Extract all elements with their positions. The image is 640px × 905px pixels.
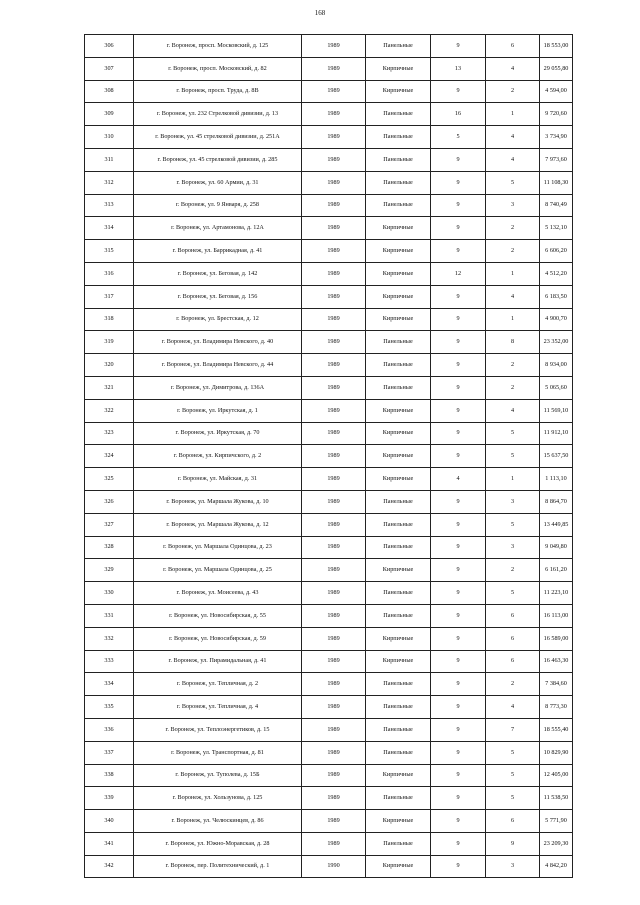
floors-cell: 9 <box>431 513 486 536</box>
wall-material-cell: Панельные <box>366 513 431 536</box>
entrances-cell: 6 <box>486 650 540 673</box>
floors-cell: 9 <box>431 354 486 377</box>
area-cell: 16 113,00 <box>540 604 573 627</box>
table-row <box>85 445 573 468</box>
area-cell: 11 538,50 <box>540 787 573 810</box>
year-cell: 1989 <box>302 673 366 696</box>
address-cell: г. Воронеж, ул. Брестская, д. 12 <box>134 308 302 331</box>
wall-material-cell: Панельные <box>366 490 431 513</box>
year-cell: 1989 <box>302 468 366 491</box>
year-cell: 1989 <box>302 103 366 126</box>
year-cell: 1989 <box>302 490 366 513</box>
address-cell: г. Воронеж, ул. Маршала Жукова, д. 10 <box>134 490 302 513</box>
year-cell: 1989 <box>302 536 366 559</box>
table-row <box>85 559 573 582</box>
address-cell: г. Воронеж, просп. Московский, д. 82 <box>134 57 302 80</box>
wall-material-cell: Кирпичные <box>366 627 431 650</box>
wall-material-cell: Кирпичные <box>366 810 431 833</box>
address-cell: г. Воронеж, ул. Транспортная, д. 81 <box>134 741 302 764</box>
area-cell: 5 771,90 <box>540 810 573 833</box>
table-row <box>85 832 573 855</box>
row-number: 317 <box>85 285 134 308</box>
wall-material-cell: Панельные <box>366 604 431 627</box>
area-cell: 11 108,30 <box>540 171 573 194</box>
floors-cell: 9 <box>431 718 486 741</box>
wall-material-cell: Кирпичные <box>366 559 431 582</box>
entrances-cell: 7 <box>486 718 540 741</box>
area-cell: 16 463,30 <box>540 650 573 673</box>
area-cell: 13 449,85 <box>540 513 573 536</box>
address-cell: г. Воронеж, ул. Туполева, д. 15Б <box>134 764 302 787</box>
address-cell: г. Воронеж, ул. Владимира Невского, д. 40 <box>134 331 302 354</box>
year-cell: 1989 <box>302 171 366 194</box>
address-cell: г. Воронеж, ул. Новосибирская, д. 55 <box>134 604 302 627</box>
address-cell: г. Воронеж, ул. Иркутская, д. 70 <box>134 422 302 445</box>
wall-material-cell: Панельные <box>366 103 431 126</box>
floors-cell: 9 <box>431 536 486 559</box>
wall-material-cell: Панельные <box>366 673 431 696</box>
area-cell: 4 842,20 <box>540 855 573 878</box>
address-cell: г. Воронеж, пер. Политехнический, д. 1 <box>134 855 302 878</box>
row-number: 328 <box>85 536 134 559</box>
area-cell: 7 384,60 <box>540 673 573 696</box>
year-cell: 1989 <box>302 376 366 399</box>
row-number: 326 <box>85 490 134 513</box>
entrances-cell: 2 <box>486 559 540 582</box>
table-row <box>85 331 573 354</box>
floors-cell: 9 <box>431 832 486 855</box>
area-cell: 6 606,20 <box>540 240 573 263</box>
wall-material-cell: Панельные <box>366 376 431 399</box>
area-cell: 4 512,20 <box>540 262 573 285</box>
table-row <box>85 582 573 605</box>
entrances-cell: 5 <box>486 422 540 445</box>
table-row <box>85 696 573 719</box>
wall-material-cell: Панельные <box>366 582 431 605</box>
floors-cell: 5 <box>431 126 486 149</box>
row-number: 324 <box>85 445 134 468</box>
year-cell: 1989 <box>302 80 366 103</box>
wall-material-cell: Кирпичные <box>366 422 431 445</box>
year-cell: 1989 <box>302 217 366 240</box>
year-cell: 1989 <box>302 696 366 719</box>
row-number: 331 <box>85 604 134 627</box>
row-number: 341 <box>85 832 134 855</box>
year-cell: 1989 <box>302 627 366 650</box>
area-cell: 4 900,70 <box>540 308 573 331</box>
entrances-cell: 5 <box>486 741 540 764</box>
entrances-cell: 5 <box>486 764 540 787</box>
area-cell: 6 183,50 <box>540 285 573 308</box>
floors-cell: 13 <box>431 57 486 80</box>
area-cell: 11 569,10 <box>540 399 573 422</box>
wall-material-cell: Панельные <box>366 696 431 719</box>
year-cell: 1989 <box>302 604 366 627</box>
entrances-cell: 5 <box>486 171 540 194</box>
wall-material-cell: Панельные <box>366 194 431 217</box>
wall-material-cell: Кирпичные <box>366 445 431 468</box>
floors-cell: 9 <box>431 787 486 810</box>
table-row <box>85 308 573 331</box>
table-row <box>85 262 573 285</box>
page-number: 168 <box>314 9 326 17</box>
row-number: 310 <box>85 126 134 149</box>
entrances-cell: 2 <box>486 217 540 240</box>
floors-cell: 9 <box>431 285 486 308</box>
floors-cell: 9 <box>431 80 486 103</box>
row-number: 332 <box>85 627 134 650</box>
row-number: 315 <box>85 240 134 263</box>
row-number: 335 <box>85 696 134 719</box>
registry-table-body <box>85 35 573 878</box>
area-cell: 18 553,00 <box>540 35 573 58</box>
row-number: 336 <box>85 718 134 741</box>
year-cell: 1989 <box>302 741 366 764</box>
address-cell: г. Воронеж, ул. 232 Стрелковой дивизии, д. 13 <box>134 103 302 126</box>
address-cell: г. Воронеж, ул. Челюскинцев, д. 86 <box>134 810 302 833</box>
row-number: 330 <box>85 582 134 605</box>
year-cell: 1989 <box>302 787 366 810</box>
table-row <box>85 468 573 491</box>
table-row <box>85 240 573 263</box>
wall-material-cell: Панельные <box>366 354 431 377</box>
table-row <box>85 513 573 536</box>
year-cell: 1989 <box>302 331 366 354</box>
table-row <box>85 604 573 627</box>
floors-cell: 9 <box>431 35 486 58</box>
wall-material-cell: Кирпичные <box>366 240 431 263</box>
year-cell: 1989 <box>302 764 366 787</box>
entrances-cell: 2 <box>486 80 540 103</box>
entrances-cell: 2 <box>486 354 540 377</box>
row-number: 308 <box>85 80 134 103</box>
wall-material-cell: Кирпичные <box>366 80 431 103</box>
entrances-cell: 3 <box>486 194 540 217</box>
wall-material-cell: Кирпичные <box>366 217 431 240</box>
entrances-cell: 5 <box>486 582 540 605</box>
area-cell: 23 209,30 <box>540 832 573 855</box>
floors-cell: 9 <box>431 741 486 764</box>
address-cell: г. Воронеж, ул. Новосибирская, д. 59 <box>134 627 302 650</box>
entrances-cell: 4 <box>486 399 540 422</box>
address-cell: г. Воронеж, ул. Теплоэнергетиков, д. 15 <box>134 718 302 741</box>
address-cell: г. Воронеж, ул. 45 стрелковой дивизии, д. 285 <box>134 148 302 171</box>
floors-cell: 9 <box>431 810 486 833</box>
entrances-cell: 4 <box>486 148 540 171</box>
floors-cell: 9 <box>431 627 486 650</box>
address-cell: г. Воронеж, ул. 9 Января, д. 258 <box>134 194 302 217</box>
address-cell: г. Воронеж, ул. Южно-Моравская, д. 28 <box>134 832 302 855</box>
address-cell: г. Воронеж, ул. Маршала Жукова, д. 12 <box>134 513 302 536</box>
row-number: 338 <box>85 764 134 787</box>
housing-registry-table <box>84 34 573 878</box>
area-cell: 18 555,40 <box>540 718 573 741</box>
row-number: 337 <box>85 741 134 764</box>
floors-cell: 9 <box>431 217 486 240</box>
floors-cell: 9 <box>431 696 486 719</box>
entrances-cell: 3 <box>486 536 540 559</box>
address-cell: г. Воронеж, ул. Маршала Одинцова, д. 25 <box>134 559 302 582</box>
wall-material-cell: Панельные <box>366 741 431 764</box>
area-cell: 9 720,60 <box>540 103 573 126</box>
entrances-cell: 1 <box>486 308 540 331</box>
table-row <box>85 490 573 513</box>
table-row <box>85 422 573 445</box>
wall-material-cell: Кирпичные <box>366 308 431 331</box>
table-row <box>85 673 573 696</box>
floors-cell: 9 <box>431 559 486 582</box>
floors-cell: 9 <box>431 490 486 513</box>
table-row <box>85 194 573 217</box>
year-cell: 1989 <box>302 35 366 58</box>
year-cell: 1989 <box>302 445 366 468</box>
year-cell: 1989 <box>302 650 366 673</box>
address-cell: г. Воронеж, ул. Беговая, д. 142 <box>134 262 302 285</box>
row-number: 321 <box>85 376 134 399</box>
table-row <box>85 285 573 308</box>
entrances-cell: 3 <box>486 855 540 878</box>
floors-cell: 4 <box>431 468 486 491</box>
row-number: 320 <box>85 354 134 377</box>
floors-cell: 9 <box>431 240 486 263</box>
row-number: 312 <box>85 171 134 194</box>
wall-material-cell: Панельные <box>366 148 431 171</box>
address-cell: г. Воронеж, ул. Димитрова, д. 136А <box>134 376 302 399</box>
row-number: 323 <box>85 422 134 445</box>
area-cell: 7 973,60 <box>540 148 573 171</box>
address-cell: г. Воронеж, ул. Пирамидальная, д. 41 <box>134 650 302 673</box>
wall-material-cell: Кирпичные <box>366 399 431 422</box>
address-cell: г. Воронеж, ул. Тепличная, д. 2 <box>134 673 302 696</box>
row-number: 319 <box>85 331 134 354</box>
table-row <box>85 764 573 787</box>
area-cell: 29 055,80 <box>540 57 573 80</box>
address-cell: г. Воронеж, ул. Моисеева, д. 43 <box>134 582 302 605</box>
entrances-cell: 1 <box>486 262 540 285</box>
area-cell: 11 912,10 <box>540 422 573 445</box>
entrances-cell: 2 <box>486 376 540 399</box>
wall-material-cell: Панельные <box>366 331 431 354</box>
table-row <box>85 80 573 103</box>
floors-cell: 9 <box>431 148 486 171</box>
address-cell: г. Воронеж, ул. Майская, д. 31 <box>134 468 302 491</box>
table-row <box>85 399 573 422</box>
entrances-cell: 6 <box>486 35 540 58</box>
wall-material-cell: Кирпичные <box>366 285 431 308</box>
entrances-cell: 5 <box>486 445 540 468</box>
address-cell: г. Воронеж, ул. Иркутская, д. 1 <box>134 399 302 422</box>
year-cell: 1989 <box>302 354 366 377</box>
area-cell: 8 740,49 <box>540 194 573 217</box>
wall-material-cell: Панельные <box>366 126 431 149</box>
floors-cell: 9 <box>431 376 486 399</box>
address-cell: г. Воронеж, ул. 60 Армии, д. 31 <box>134 171 302 194</box>
table-row <box>85 126 573 149</box>
entrances-cell: 3 <box>486 490 540 513</box>
area-cell: 23 352,00 <box>540 331 573 354</box>
address-cell: г. Воронеж, ул. Хользунова, д. 125 <box>134 787 302 810</box>
row-number: 314 <box>85 217 134 240</box>
floors-cell: 9 <box>431 331 486 354</box>
floors-cell: 9 <box>431 604 486 627</box>
row-number: 311 <box>85 148 134 171</box>
wall-material-cell: Панельные <box>366 35 431 58</box>
row-number: 334 <box>85 673 134 696</box>
area-cell: 12 405,00 <box>540 764 573 787</box>
entrances-cell: 5 <box>486 513 540 536</box>
table-row <box>85 376 573 399</box>
row-number: 329 <box>85 559 134 582</box>
year-cell: 1989 <box>302 262 366 285</box>
wall-material-cell: Кирпичные <box>366 855 431 878</box>
floors-cell: 9 <box>431 582 486 605</box>
year-cell: 1989 <box>302 285 366 308</box>
floors-cell: 9 <box>431 399 486 422</box>
year-cell: 1989 <box>302 513 366 536</box>
year-cell: 1989 <box>302 718 366 741</box>
year-cell: 1989 <box>302 810 366 833</box>
floors-cell: 9 <box>431 308 486 331</box>
year-cell: 1989 <box>302 148 366 171</box>
entrances-cell: 4 <box>486 57 540 80</box>
row-number: 327 <box>85 513 134 536</box>
wall-material-cell: Панельные <box>366 718 431 741</box>
year-cell: 1989 <box>302 308 366 331</box>
area-cell: 9 049,80 <box>540 536 573 559</box>
table-row <box>85 787 573 810</box>
floors-cell: 9 <box>431 171 486 194</box>
area-cell: 5 132,10 <box>540 217 573 240</box>
area-cell: 8 864,70 <box>540 490 573 513</box>
table-row <box>85 650 573 673</box>
area-cell: 10 829,90 <box>540 741 573 764</box>
row-number: 318 <box>85 308 134 331</box>
entrances-cell: 6 <box>486 627 540 650</box>
area-cell: 8 934,00 <box>540 354 573 377</box>
area-cell: 8 773,30 <box>540 696 573 719</box>
row-number: 307 <box>85 57 134 80</box>
entrances-cell: 2 <box>486 673 540 696</box>
row-number: 333 <box>85 650 134 673</box>
year-cell: 1989 <box>302 57 366 80</box>
year-cell: 1989 <box>302 832 366 855</box>
year-cell: 1989 <box>302 126 366 149</box>
wall-material-cell: Кирпичные <box>366 57 431 80</box>
wall-material-cell: Кирпичные <box>366 262 431 285</box>
area-cell: 5 065,60 <box>540 376 573 399</box>
entrances-cell: 8 <box>486 331 540 354</box>
year-cell: 1989 <box>302 422 366 445</box>
floors-cell: 9 <box>431 650 486 673</box>
wall-material-cell: Панельные <box>366 536 431 559</box>
table-row <box>85 35 573 58</box>
row-number: 322 <box>85 399 134 422</box>
entrances-cell: 6 <box>486 810 540 833</box>
address-cell: г. Воронеж, ул. 45 стрелковой дивизии, д. 251А <box>134 126 302 149</box>
area-cell: 4 594,00 <box>540 80 573 103</box>
address-cell: г. Воронеж, ул. Кирпичского, д. 2 <box>134 445 302 468</box>
wall-material-cell: Панельные <box>366 787 431 810</box>
floors-cell: 9 <box>431 194 486 217</box>
address-cell: г. Воронеж, ул. Артамонова, д. 12А <box>134 217 302 240</box>
address-cell: г. Воронеж, просп. Труда, д. 8В <box>134 80 302 103</box>
table-row <box>85 536 573 559</box>
entrances-cell: 5 <box>486 787 540 810</box>
area-cell: 1 113,10 <box>540 468 573 491</box>
address-cell: г. Воронеж, ул. Тепличная, д. 4 <box>134 696 302 719</box>
address-cell: г. Воронеж, ул. Баррикадная, д. 41 <box>134 240 302 263</box>
table-row <box>85 103 573 126</box>
table-row <box>85 354 573 377</box>
table-row <box>85 718 573 741</box>
address-cell: г. Воронеж, ул. Беговая, д. 156 <box>134 285 302 308</box>
floors-cell: 9 <box>431 673 486 696</box>
row-number: 342 <box>85 855 134 878</box>
row-number: 339 <box>85 787 134 810</box>
year-cell: 1990 <box>302 855 366 878</box>
wall-material-cell: Кирпичные <box>366 764 431 787</box>
row-number: 325 <box>85 468 134 491</box>
table-row <box>85 57 573 80</box>
row-number: 306 <box>85 35 134 58</box>
year-cell: 1989 <box>302 399 366 422</box>
floors-cell: 16 <box>431 103 486 126</box>
area-cell: 15 637,50 <box>540 445 573 468</box>
area-cell: 16 589,00 <box>540 627 573 650</box>
area-cell: 11 223,10 <box>540 582 573 605</box>
year-cell: 1989 <box>302 240 366 263</box>
table-row <box>85 627 573 650</box>
wall-material-cell: Кирпичные <box>366 468 431 491</box>
floors-cell: 9 <box>431 422 486 445</box>
entrances-cell: 4 <box>486 285 540 308</box>
area-cell: 6 161,20 <box>540 559 573 582</box>
entrances-cell: 4 <box>486 696 540 719</box>
floors-cell: 9 <box>431 445 486 468</box>
area-cell: 3 734,90 <box>540 126 573 149</box>
floors-cell: 12 <box>431 262 486 285</box>
table-row <box>85 855 573 878</box>
table-row <box>85 217 573 240</box>
address-cell: г. Воронеж, ул. Владимира Невского, д. 44 <box>134 354 302 377</box>
wall-material-cell: Кирпичные <box>366 650 431 673</box>
year-cell: 1989 <box>302 582 366 605</box>
row-number: 340 <box>85 810 134 833</box>
entrances-cell: 9 <box>486 832 540 855</box>
floors-cell: 9 <box>431 764 486 787</box>
entrances-cell: 1 <box>486 468 540 491</box>
entrances-cell: 1 <box>486 103 540 126</box>
wall-material-cell: Панельные <box>366 832 431 855</box>
address-cell: г. Воронеж, ул. Маршала Одинцова, д. 23 <box>134 536 302 559</box>
entrances-cell: 6 <box>486 604 540 627</box>
entrances-cell: 4 <box>486 126 540 149</box>
address-cell: г. Воронеж, просп. Московский, д. 125 <box>134 35 302 58</box>
table-row <box>85 810 573 833</box>
row-number: 316 <box>85 262 134 285</box>
row-number: 309 <box>85 103 134 126</box>
table-row <box>85 148 573 171</box>
year-cell: 1989 <box>302 559 366 582</box>
floors-cell: 9 <box>431 855 486 878</box>
wall-material-cell: Панельные <box>366 171 431 194</box>
row-number: 313 <box>85 194 134 217</box>
table-row <box>85 741 573 764</box>
year-cell: 1989 <box>302 194 366 217</box>
table-row <box>85 171 573 194</box>
entrances-cell: 2 <box>486 240 540 263</box>
